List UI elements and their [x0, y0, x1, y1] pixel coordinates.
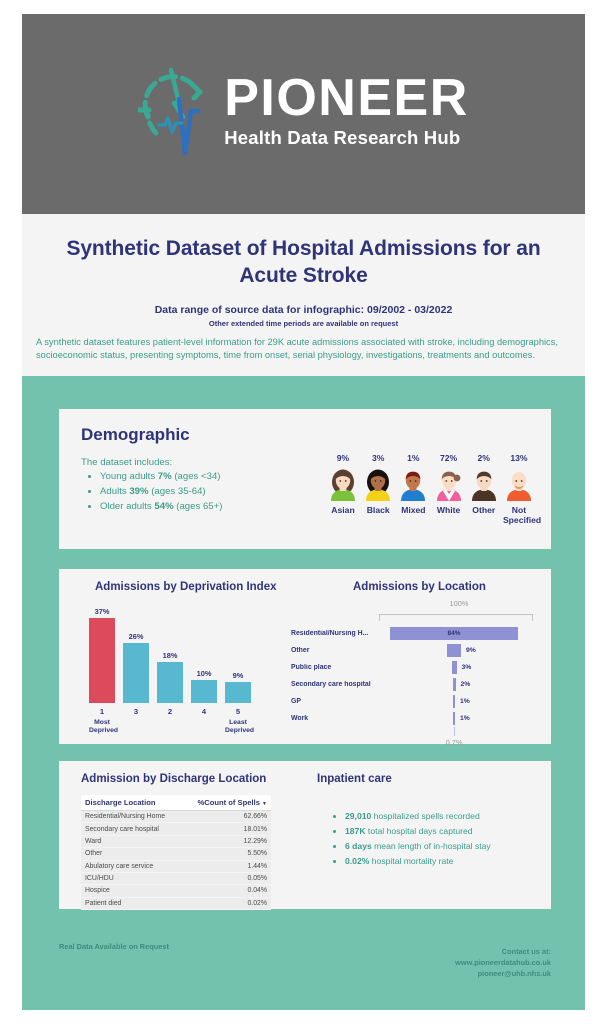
pioneer-compass-pulse-logo-icon	[138, 65, 212, 155]
ethnicity-item	[397, 453, 429, 515]
bar[interactable]	[123, 643, 149, 703]
ethnicity-percent: 9%	[336, 453, 350, 463]
ethnicity-label: Not Specified	[502, 505, 542, 526]
intro-paragraph: A synthetic dataset features patient-level information for 29K acute admissions associated with stroke, including demographics, socioeconomic status, presenting symptoms, time from onset, serial physiology, investigations, treatments and outcomes.	[36, 336, 558, 361]
col-count-label: %Count of Spells	[197, 798, 260, 807]
funnel-category-label: Work	[291, 715, 309, 722]
inpatient-bullet	[345, 839, 491, 854]
cell-location: Abulatory care service	[81, 860, 182, 872]
bullet-value: 54%	[154, 500, 174, 512]
funnel-value-outside: 9%	[466, 647, 476, 654]
discharge-table-title: Admission by Discharge Location	[81, 773, 267, 785]
deprivation-bar-chart	[89, 603, 269, 703]
ethnicity-label: White	[436, 505, 461, 515]
x-axis-label: 1	[99, 707, 105, 716]
charts-card	[59, 569, 551, 747]
demographic-heading: Demographic	[81, 425, 190, 444]
deprivation-x-labels	[89, 707, 269, 716]
bottom-card	[59, 761, 551, 909]
bullet-value: 39%	[129, 485, 149, 497]
funnel-tail	[377, 727, 531, 747]
bullet-prefix: Older adults	[100, 500, 155, 512]
funnel-bar[interactable]	[453, 712, 455, 725]
bullet-prefix: Young adults	[100, 471, 158, 482]
ethnicity-percent: 13%	[510, 453, 528, 463]
x-axis-note: Most Deprived	[89, 719, 119, 735]
bar-value-label: 26%	[128, 632, 144, 641]
ethnicity-item	[362, 453, 394, 515]
col-count-of-spells[interactable]	[182, 795, 271, 811]
funnel-category-label: Residential/Nursing H...	[291, 630, 369, 637]
person-avatar-not-specified-icon	[503, 467, 535, 501]
cell-location: Other	[81, 848, 182, 860]
ethnicity-breakdown	[327, 453, 542, 526]
cell-percent: 12.29%	[182, 835, 271, 847]
bullet-prefix: Adults	[100, 485, 130, 497]
bullet-suffix: (ages <34)	[171, 471, 221, 482]
bar[interactable]	[225, 682, 251, 703]
inpatient-text: total hospital days captured	[365, 826, 473, 837]
table-row	[81, 897, 271, 909]
cell-percent: 62.66%	[182, 811, 271, 823]
demographic-bullets	[81, 470, 222, 515]
funnel-bar[interactable]	[453, 678, 456, 691]
funnel-bar[interactable]	[452, 661, 457, 674]
inpatient-text: hospital mortality rate	[369, 856, 454, 867]
table-row	[81, 848, 271, 860]
funnel-bar[interactable]	[390, 627, 518, 640]
funnel-category-label: GP	[291, 698, 301, 705]
contact-email[interactable]: pioneer@uhb.nhs.uk	[477, 969, 551, 979]
cell-percent: 1.44%	[182, 860, 271, 872]
inpatient-bullet	[345, 809, 491, 824]
cell-location: Ward	[81, 835, 182, 847]
bullet-suffix: (ages 35-64)	[148, 485, 206, 497]
funnel-row	[291, 625, 531, 642]
bar-value-label: 18%	[162, 651, 178, 660]
funnel-bar-wrap	[377, 676, 531, 693]
bar[interactable]	[191, 680, 217, 703]
inpatient-bullet	[345, 854, 491, 869]
ethnicity-item	[327, 453, 359, 515]
real-data-note: Real Data Available on Request	[59, 942, 169, 951]
deprivation-axis-notes	[89, 719, 269, 736]
inpatient-heading: Inpatient care	[317, 773, 392, 785]
demographic-bullet	[100, 470, 222, 485]
funnel-value-outside: 3%	[461, 664, 472, 671]
cell-percent: 0.02%	[182, 897, 271, 909]
bar-column	[123, 603, 149, 703]
person-avatar-black-icon	[362, 467, 394, 501]
logo-title: PIONEER	[224, 69, 469, 128]
location-chart-title: Admissions by Location	[353, 581, 486, 593]
page-title: Synthetic Dataset of Hospital Admissions for an Acute Stroke	[66, 237, 541, 287]
bar-value-label: 9%	[232, 671, 244, 680]
inpatient-value: 0.02%	[345, 856, 370, 867]
funnel-bar-wrap	[377, 693, 531, 710]
demographic-lead: The dataset includes:	[81, 457, 173, 468]
x-axis-label: 3	[133, 707, 139, 716]
bullet-suffix: (ages 65+)	[173, 500, 223, 512]
cell-percent: 5.50%	[182, 848, 271, 860]
logo-subtitle: Health Data Research Hub	[224, 127, 461, 149]
funnel-row	[291, 642, 531, 659]
cell-location: Secondary care hospital	[81, 823, 182, 835]
funnel-category-label: Secondary care hospital	[291, 681, 371, 688]
funnel-value-outside: 1%	[460, 715, 470, 722]
person-avatar-other-icon	[468, 467, 500, 501]
funnel-bar-wrap	[377, 710, 531, 727]
funnel-bar[interactable]	[447, 644, 461, 657]
funnel-row	[291, 710, 531, 727]
funnel-value-outside: 1%	[460, 698, 470, 705]
bar[interactable]	[157, 662, 183, 703]
funnel-bar-wrap	[377, 659, 531, 676]
ethnicity-percent: 72%	[439, 453, 458, 463]
bullet-value: 7%	[157, 471, 172, 482]
funnel-row	[291, 676, 531, 693]
x-axis-label: 5	[235, 707, 241, 716]
funnel-rows	[291, 625, 531, 727]
demographic-card	[59, 409, 551, 549]
funnel-row	[291, 693, 531, 710]
x-axis-note	[157, 719, 183, 736]
table-row	[81, 811, 271, 823]
ethnicity-percent: 1%	[407, 453, 420, 463]
table-row	[81, 872, 271, 884]
contact-website[interactable]: www.pioneerdatahub.co.uk	[455, 958, 551, 968]
person-avatar-asian-icon	[327, 467, 359, 501]
bar-column	[157, 603, 183, 703]
ethnicity-item	[433, 453, 465, 515]
funnel-bar[interactable]	[453, 695, 455, 708]
bar-value-label: 37%	[94, 607, 110, 616]
pioneer-logo	[138, 65, 469, 155]
funnel-category-label: Public place	[291, 664, 332, 671]
inpatient-text: hospitalized spells recorded	[371, 811, 480, 821]
deprivation-chart-title: Admissions by Deprivation Index	[95, 581, 277, 593]
cell-location: Patient died	[81, 897, 182, 909]
x-axis-note	[123, 719, 149, 736]
demographic-list	[81, 457, 222, 515]
data-range-subtext: Other extended time periods are available on request	[208, 318, 399, 328]
cell-percent: 0.04%	[182, 885, 271, 897]
funnel-row	[291, 659, 531, 676]
page-header	[22, 14, 585, 214]
bar-column	[191, 603, 217, 703]
ethnicity-label: Asian	[331, 505, 355, 515]
inpatient-bullet	[345, 824, 491, 839]
inpatient-value: 187K	[345, 826, 366, 837]
ethnicity-label: Other	[472, 505, 496, 515]
inpatient-value: 6 days	[345, 841, 372, 852]
bar-column	[89, 603, 115, 703]
person-avatar-mixed-icon	[397, 467, 429, 501]
x-axis-note	[191, 719, 217, 736]
funnel-category-label: Other	[291, 647, 310, 654]
bar[interactable]	[89, 618, 115, 703]
inpatient-value: 29,010	[345, 811, 372, 821]
table-row	[81, 860, 271, 872]
cell-location: Hospice	[81, 885, 182, 897]
table-row	[81, 885, 271, 897]
demographic-bullet	[100, 500, 222, 515]
contact-block	[455, 946, 551, 979]
funnel-top-label: 100%	[449, 599, 469, 608]
ethnicity-item	[468, 453, 500, 515]
funnel-axis-bracket	[379, 614, 533, 621]
x-axis-label: 4	[201, 707, 207, 716]
data-range-text: Data range of source data for infographic: 09/2002 - 03/2022	[154, 303, 453, 316]
funnel-value-inside: 84%	[447, 630, 461, 637]
ethnicity-label: Black	[366, 505, 390, 515]
ethnicity-percent: 2%	[477, 453, 490, 463]
table-row	[81, 823, 271, 835]
discharge-table	[81, 795, 271, 910]
cell-location: Residential/Nursing Home	[81, 811, 182, 823]
x-axis-label: 2	[167, 707, 173, 716]
sort-descending-icon: ▼	[262, 801, 267, 807]
x-axis-note: Least Deprived	[225, 719, 255, 735]
inpatient-bullets	[323, 809, 491, 869]
funnel-bottom-label: 0.7%	[445, 738, 463, 747]
funnel-bar-wrap	[377, 642, 531, 659]
cell-percent: 0.05%	[182, 872, 271, 884]
table-header-row	[81, 795, 271, 811]
ethnicity-percent: 3%	[371, 453, 385, 463]
title-band	[22, 214, 585, 376]
demographic-bullet	[100, 485, 222, 500]
ethnicity-item	[502, 453, 542, 526]
location-funnel-chart	[291, 599, 531, 747]
cell-location: ICU/HDU	[81, 872, 182, 884]
funnel-bar-wrap	[377, 625, 531, 642]
bar-value-label: 10%	[196, 669, 212, 678]
funnel-tail-bar	[454, 727, 455, 736]
bar-column	[225, 603, 251, 703]
col-discharge-location[interactable]: Discharge Location	[81, 795, 182, 811]
inpatient-text: mean length of in-hospital stay	[371, 841, 491, 852]
cell-percent: 18.01%	[182, 823, 271, 835]
body-background	[22, 376, 585, 1010]
table-row	[81, 835, 271, 847]
person-avatar-white-icon	[433, 467, 465, 501]
contact-label: Contact us at:	[501, 947, 551, 956]
funnel-value-outside: 2%	[460, 681, 471, 688]
ethnicity-label: Mixed	[401, 505, 426, 515]
